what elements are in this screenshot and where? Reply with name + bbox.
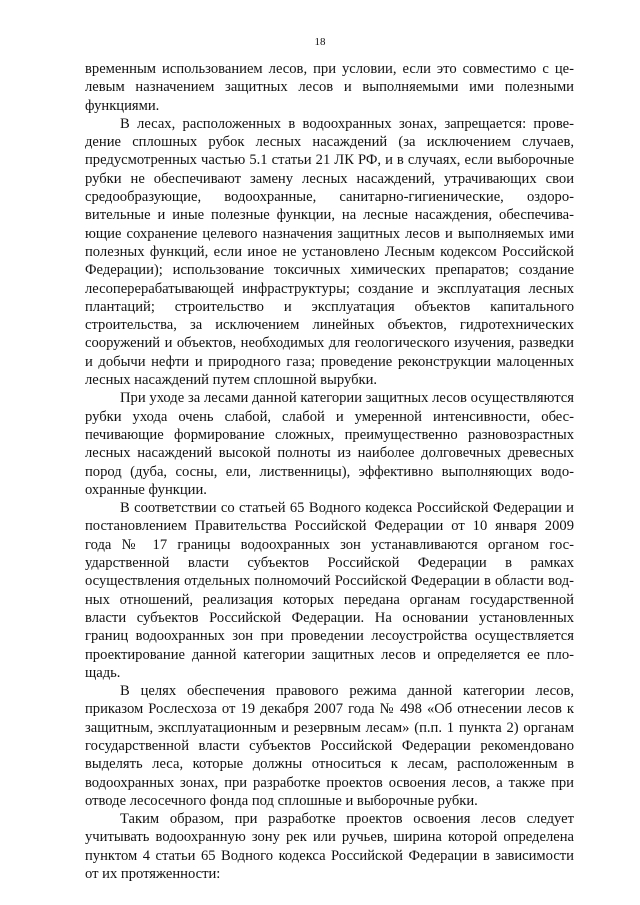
paragraph-continuation: временным использованием лесов, при условии, если это совместимо с целевым назначением защитных лесов и выполняемыми ими полезными функциями. [85, 61, 574, 114]
paragraph-water-protection-prohibitions: В лесах, расположенных в водоохранных зонах, запрещается: проведение сплошных рубок лесных насаждений (за исключением случаев, предусмотренных частью 5.1 статьи 21 ЛК РФ, и в случаях, если выборочные рубки не обеспечивают замену лесных насаждений, утрачивающих свои средообразующие, водоохранные, санитарно-гигиенические, оздоровительные и иные полезные функции, на лесные насаждения, обеспечивающие сохранение целевого назначения защитных лесов и выполняемых ими полезных функций, если иное не установлено Лесным кодексом Российской Федерации); использование токсичных химических препаратов; создание лесоперерабатывающей инфраструктуры; создание и эксплуатация лесных плантаций; строительство и эксплуатация объектов капитального строительства, за исключением линейных объектов, гидротехнических сооружений и объектов, необходимых для геологического изучения, разведки и добычи нефти и природного газа; проведение реконструкции малоценных лесных насаждений путем сплошной вырубки. [85, 115, 574, 389]
paragraph-conclusion: Таким образом, при разработке проектов освоения лесов следует учитывать водоохранную зону рек или ручьев, ширина которой определена пунктом 4 статьи 65 Водного кодекса Российской Федерации в зависимости от их протяженности: [85, 811, 574, 883]
paragraph-water-code-article-65: В соответствии со статьей 65 Водного кодекса Российской Федерации и постановлением Правительства Российской Федерации от 10 января 2009 года № 17 границы водоохранных зон устанавливаются органом государственной власти субъектов Российской Федерации в рамках осуществления отдельных полномочий Российской Федерации в области водных отношений, реализация которых передана органам государственной власти субъектов Российской Федерации. На основании установленных границ водоохранных зон при проведении лесоустройства осуществляется проектирование данной категории защитных лесов и определяется ее площадь. [85, 500, 574, 681]
paragraph-rosleskhoz-order: В целях обеспечения правового режима данной категории лесов, приказом Рослесхоза от 19 декабря 2007 года № 498 «Об отнесении лесов к защитным, эксплуатационным и резервным лесам» (п.п. 1 пункта 2) органам государственной власти субъектов Российской Федерации рекомендовано выделять леса, которые должны относиться к лесам, расположенным в водоохранных зонах, при разработке проектов освоения лесов, а также при отводе лесосечного фонда под сплошные и выборочные рубки. [85, 683, 574, 809]
document-body [85, 60, 574, 883]
page-number: 18 [314, 36, 326, 48]
paragraph-forest-care-cuttings: При уходе за лесами данной категории защитных лесов осуществляются рубки ухода очень слабой, слабой и умеренной интенсивности, обеспечивающие формирование сложных, преимущественно разновозрастных лесных насаждений высокой полноты из наиболее долговечных древесных пород (дуба, сосны, ели, лиственницы), эффективно выполняющих водоохранные функции. [85, 390, 574, 498]
